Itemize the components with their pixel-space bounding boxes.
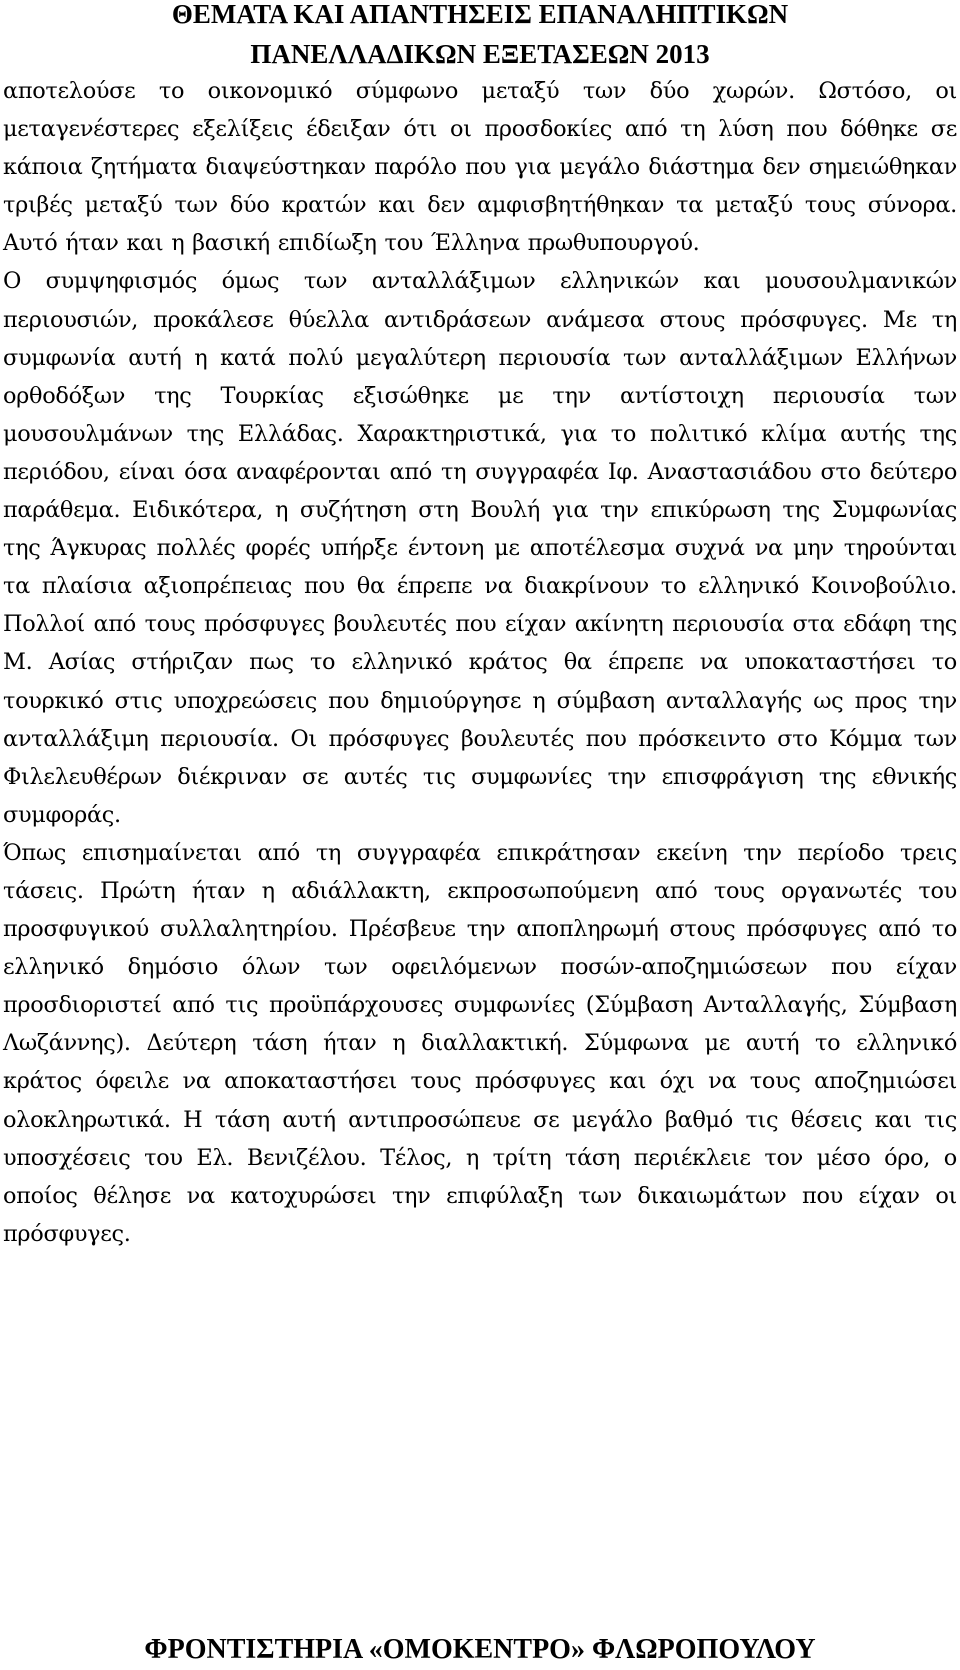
header-title-line-2: ΠΑΝΕΛΛΑΔΙΚΩΝ ΕΞΕΤΑΣΕΩΝ 2013: [250, 39, 710, 69]
paragraph-3: Όπως επισημαίνεται από τη συγγραφέα επικράτησαν εκείνη την περίοδο τρεις τάσεις. Πρώτη ήταν η αδιάλλακτη, εκπροσωπούμενη από τους οργανωτές του προσφυγικού συλλαλητηρίου. Πρέσβευε την αποπληρωμή στους πρόσφυγες από το ελληνικό δημόσιο όλων των οφειλόμενων ποσών-αποζημιώσεων που είχαν προσδιοριστεί από τις προϋπάρχουσες συμφωνίες (Σύμβαση Ανταλλαγής, Σύμβαση Λωζάννης). Δεύτερη τάση ήταν η διαλλακτική. Σύμφωνα με αυτή το ελληνικό κράτος όφειλε να αποκαταστήσει τους πρόσφυγες και όχι να τους αποζημιώσει ολοκληρωτικά. Η τάση αυτή αντιπροσώπευε σε μεγάλο βαθμό τις θέσεις και τις υποσχέσεις του Ελ. Βενιζέλου. Τέλος, η τρίτη τάση περιέκλειε τον μέσο όρο, ο οποίος θέλησε να κατοχυρώσει την επιφύλαξη των δικαιωμάτων που είχαν οι πρόσφυγες.: [3, 839, 957, 1247]
page-header: [0, 0, 960, 74]
paragraph-1: αποτελούσε το οικονομικό σύμφωνο μεταξύ των δύο χωρών. Ωστόσο, οι μεταγενέστερες εξελίξεις έδειξαν ότι οι προσδοκίες από τη λύση που δόθηκε σε κάποια ζητήματα διαψεύστηκαν παρόλο που για μεγάλο διάστημα δεν σημειώθηκαν τριβές μεταξύ των δύο κρατών και δεν αμφισβητήθηκαν τα μεταξύ τους σύνορα. Αυτό ήταν και η βασική επιδίωξη του Έλληνα πρωθυπουργού.: [3, 78, 957, 257]
document-body: [3, 72, 957, 1253]
paragraph-2: Ο συμψηφισμός όμως των ανταλλάξιμων ελληνικών και μουσουλμανικών περιουσιών, προκάλεσε θύελλα αντιδράσεων ανάμεσα στους πρόσφυγες. Με τη συμφωνία αυτή η κατά πολύ μεγαλύτερη περιουσία των ανταλλάξιμων Ελλήνων ορθοδόξων της Τουρκίας εξισώθηκε με την αντίστοιχη περιουσία των μουσουλμάνων της Ελλάδας. Χαρακτηριστικά, για το πολιτικό κλίμα αυτής της περιόδου, είναι όσα αναφέρονται από τη συγγραφέα Ιφ. Αναστασιάδου στο δεύτερο παράθεμα. Ειδικότερα, η συζήτηση στη Βουλή για την επικύρωση της Συμφωνίας της Άγκυρας πολλές φορές υπήρξε έντονη με αποτέλεσμα συχνά να μην τηρούνται τα πλαίσια αξιοπρέπειας που θα έπρεπε να διακρίνουν το ελληνικό Κοινοβούλιο. Πολλοί από τους πρόσφυγες βουλευτές που είχαν ακίνητη περιουσία στα εδάφη της Μ. Ασίας στήριζαν πως το ελληνικό κράτος θα έπρεπε να υποκαταστήσει το τουρκικό στις υποχρεώσεις που δημιούργησε η σύμβαση ανταλλαγής ως προς την ανταλλάξιμη περιουσία. Οι πρόσφυγες βουλευτές που πρόσκειντο στο Κόμμα των Φιλελευθέρων διέκριναν σε αυτές τις συμφωνίες την επισφράγιση της εθνικής συμφοράς.: [3, 268, 957, 828]
header-title-line-1: ΘΕΜΑΤΑ ΚΑΙ ΑΠΑΝΤΗΣΕΙΣ ΕΠΑΝΑΛΗΠΤΙΚΩΝ: [171, 0, 789, 29]
page-footer: ΦΡΟΝΤΙΣΤΗΡΙΑ «ΟΜΟΚΕΝΤΡΟ» ΦΛΩΡΟΠΟΥΛΟΥ: [144, 1634, 816, 1665]
